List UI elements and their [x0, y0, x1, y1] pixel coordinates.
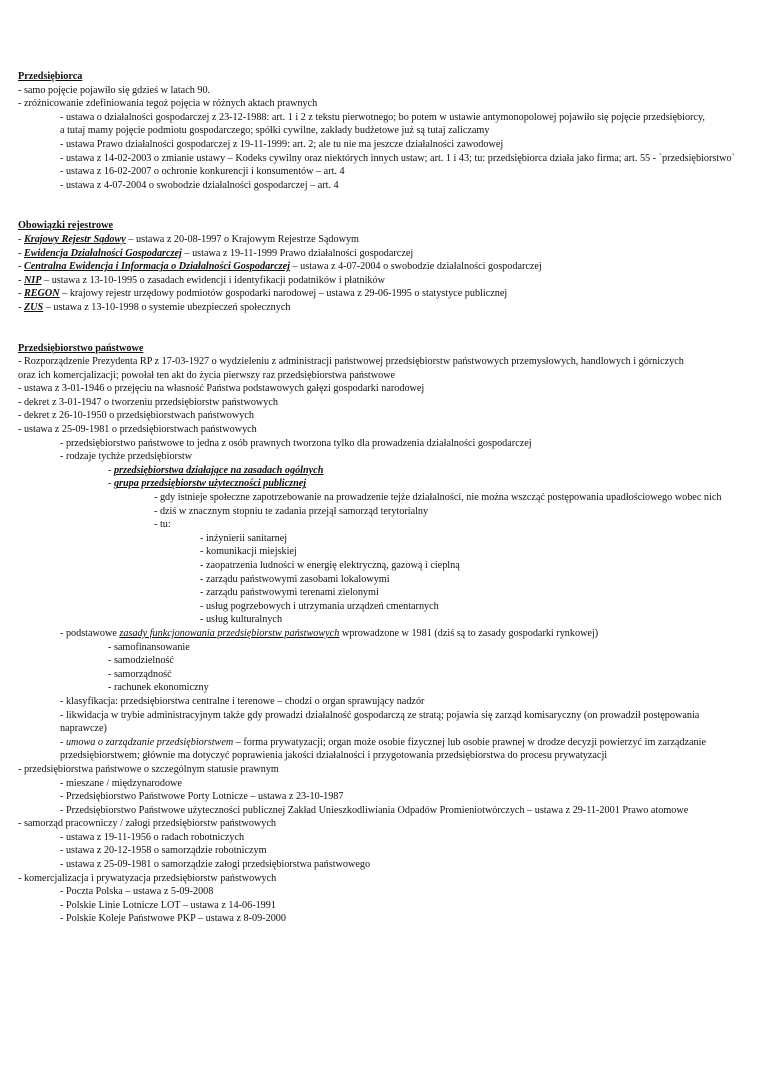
dash: -	[108, 464, 114, 476]
text-line: - samo pojęcie pojawiło się gdzieś w latach 90.	[18, 84, 211, 96]
text-line: - ustawa z 25-09-1981 o przedsiębiorstwach państwowych	[18, 424, 257, 436]
list-item: - inżynierii sanitarnej	[200, 532, 288, 544]
list-item: - samofinansowanie	[108, 641, 190, 653]
section-title-obowiazki-rejestrowe: Obowiązki rejestrowe	[18, 220, 113, 232]
register-name: ZUS	[23, 301, 44, 313]
text-line: - ustawa z 19-11-1956 o radach robotniczych	[60, 831, 245, 843]
list-item: - samodzielność	[108, 655, 174, 667]
text-span: - podstawowe	[60, 627, 120, 639]
register-name: Ewidencja Działalności Gospodarczej	[23, 247, 182, 259]
text-line: oraz ich komercjalizacji; powołał ten akt do życia pierwszy raz przedsiębiorstwa państwowe	[18, 369, 396, 381]
text-line: - Polskie Linie Lotnicze LOT – ustawa z 14-06-1991	[60, 899, 276, 911]
text-line: - dziś w znacznym stopniu te zadania przejął samorząd terytorialny	[154, 505, 429, 517]
dash: -	[18, 301, 24, 313]
section-title-przedsiebiorca: Przedsiębiorca	[18, 71, 83, 82]
dash: -	[108, 478, 114, 490]
list-item: - zarządu państwowymi terenami zielonymi	[200, 587, 379, 599]
register-desc: – ustawa z 13-10-1995 o zasadach ewidencji i identyfikacji podatników i płatników	[41, 274, 385, 286]
section-gap	[18, 192, 748, 219]
text-line: - Poczta Polska – ustawa z 5-09-2008	[60, 886, 214, 898]
type-line	[18, 464, 748, 478]
list-item: - usług kulturalnych	[200, 614, 283, 626]
type-line	[18, 477, 748, 491]
text-line: - klasyfikacja: przedsiębiorstwa centralne i terenowe – chodzi o organ sprawujący nadzór	[60, 695, 425, 707]
principles-line	[18, 627, 748, 641]
text-line: - rodzaje tychże przedsiębiorstw	[60, 451, 193, 463]
register-line	[18, 287, 748, 301]
text-line: - Polskie Koleje Państwowe PKP – ustawa z 8-09-2000	[60, 913, 286, 925]
text-line: - mieszane / międzynarodowe	[60, 777, 182, 789]
text-line: - zróżnicowanie zdefiniowania tegoż pojęcia w różnych aktach prawnych	[18, 98, 318, 110]
register-name: NIP	[23, 274, 42, 286]
text-line: - Przedsiębiorstwo Państwowe użyteczności publicznej Zakład Unieszkodliwiania Odpadów Promieniotwórczych – ustawa z 29-11-2001 Prawo atomowe	[60, 804, 689, 816]
dash: -	[18, 247, 24, 259]
register-name: Krajowy Rejestr Sądowy	[23, 233, 126, 245]
text-span: wprowadzone w 1981 (dziś są to zasady gospodarki rynkowej)	[339, 627, 599, 639]
text-line: - komercjalizacja i prywatyzacja przedsiębiorstw państwowych	[18, 872, 277, 884]
list-item: - zaopatrzenia ludności w energię elektryczną, gazową i cieplną	[200, 560, 460, 571]
register-line	[18, 301, 748, 315]
dash: -	[18, 274, 24, 286]
text-line: - dekret z 26-10-1950 o przedsiębiorstwach państwowych	[18, 410, 254, 422]
register-line	[18, 260, 748, 274]
list-item: - zarządu państwowymi zasobami lokalowymi	[200, 573, 390, 585]
section-title-przedsiebiorstwo-panstwowe: Przedsiębiorstwo państwowe	[18, 342, 144, 354]
register-desc: – ustawa z 13-10-1998 o systemie ubezpieczeń społecznych	[43, 301, 291, 313]
dash: -	[18, 288, 24, 300]
text-span: -	[60, 736, 66, 748]
text-line: - ustawa z 3-01-1946 o przejęciu na własność Państwa podstawowych gałęzi gospodarki narodowej	[18, 383, 425, 395]
text-line: - ustawa o działalności gospodarczej z 23-12-1988: art. 1 i 2 z tekstu pierwotnego; bo potem w ustawie antymonopolowej pojawiło się pojęcie przedsiębiorcy,	[60, 111, 705, 123]
list-item: - usług pogrzebowych i utrzymania urządzeń cmentarnych	[200, 600, 439, 612]
register-desc: – ustawa z 4-07-2004 o swobodzie działalności gospodarczej	[289, 261, 542, 273]
dash: -	[18, 261, 24, 273]
register-line	[18, 247, 748, 261]
text-line: - dekret z 3-01-1947 o tworzeniu przedsiębiorstw państwowych	[18, 396, 278, 408]
register-desc: – ustawa z 19-11-1999 Prawo działalności gospodarczej	[181, 247, 414, 259]
text-line: - ustawa z 16-02-2007 o ochronie konkurencji i konsumentów – art. 4	[60, 166, 345, 178]
list-item: - samorządność	[108, 668, 172, 680]
text-line: - gdy istnieje społeczne zapotrzebowanie na prowadzenie tejże działalności, nie można wszcząć postępowania upadłościowego wobec nich	[154, 492, 722, 504]
management-line	[18, 736, 748, 750]
type-general: przedsiębiorstwa działające na zasadach ogólnych	[113, 464, 324, 476]
text-line: - Przedsiębiorstwo Państwowe Porty Lotnicze – ustawa z 23-10-1987	[60, 791, 344, 803]
text-line: - ustawa Prawo działalności gospodarczej z 19-11-1999: art. 2; ale tu nie ma jeszcze działalności zawodowej	[60, 138, 504, 150]
dash: -	[18, 233, 24, 245]
document-page	[18, 70, 748, 926]
text-line: - ustawa z 25-09-1981 o samorządzie załogi przedsiębiorstwa państwowego	[60, 859, 371, 871]
text-line: przedsiębiorstwem; głównie ma dotyczyć poprawienia jakości działalności i przygotowania przedsiębiorstwa do procesu prywatyzacji	[60, 750, 608, 762]
text-line: - ustawa z 4-07-2004 o swobodzie działalności gospodarczej – art. 4	[60, 179, 339, 191]
section-gap	[18, 315, 748, 342]
text-line: a tutaj mamy pojęcie podmiotu gospodarczego; spółki cywilne, zakłady budżetowe już są tutaj zaliczamy	[60, 125, 490, 137]
type-public-utility: grupa przedsiębiorstw użyteczności publicznej	[113, 478, 307, 490]
management-term: umowa o zarządzanie przedsiębiorstwem	[65, 736, 234, 748]
register-line	[18, 274, 748, 288]
text-line: - likwidacja w trybie administracyjnym także gdy prowadzi działalność gospodarczą ze stratą; pojawia się zarząd komisaryczny (on prowadził postępowania	[60, 709, 700, 721]
text-line: - ustawa z 20-12-1958 o samorządzie robotniczym	[60, 845, 267, 857]
text-span: – forma prywatyzacji; organ może osobie fizycznej lub osobie prawnej w drodze decyzji powierzyć im zarządzanie	[233, 736, 706, 748]
list-item: - komunikacji miejskiej	[200, 546, 297, 558]
list-item: - rachunek ekonomiczny	[108, 682, 209, 694]
register-line	[18, 233, 748, 247]
register-desc: – ustawa z 20-08-1997 o Krajowym Rejestrze Sądowym	[125, 233, 359, 245]
register-desc: – krajowy rejestr urzędowy podmiotów gospodarki narodowej – ustawa z 29-06-1995 o statystyce publicznej	[59, 288, 508, 300]
text-line: - przedsiębiorstwo państwowe to jedna z osób prawnych tworzona tylko dla prowadzenia działalności gospodarczej	[60, 437, 532, 449]
text-line: naprawcze)	[60, 723, 107, 735]
text-line: - tu:	[154, 519, 171, 531]
register-name: Centralna Ewidencja i Informacja o Działalności Gospodarczej	[23, 261, 290, 273]
text-line: - ustawa z 14-02-2003 o zmianie ustawy – Kodeks cywilny oraz niektórych innych ustaw; art. 1 i 43; tu: przedsiębiorca działa jako firma; art. 55 - `przedsiębiorstwo`	[60, 152, 736, 164]
text-line: - Rozporządzenie Prezydenta RP z 17-03-1927 o wydzieleniu z administracji państwowej przedsiębiorstw państwowych przemysłowych, handlowych i górniczych	[18, 356, 684, 368]
principles-term: zasady funkcjonowania przedsiębiorstw państwowych	[119, 627, 340, 639]
text-line: - samorząd pracowniczy / załogi przedsiębiorstw państwowych	[18, 818, 276, 830]
text-line: - przedsiębiorstwa państwowe o szczególnym statusie prawnym	[18, 763, 279, 775]
register-name: REGON	[23, 288, 60, 300]
